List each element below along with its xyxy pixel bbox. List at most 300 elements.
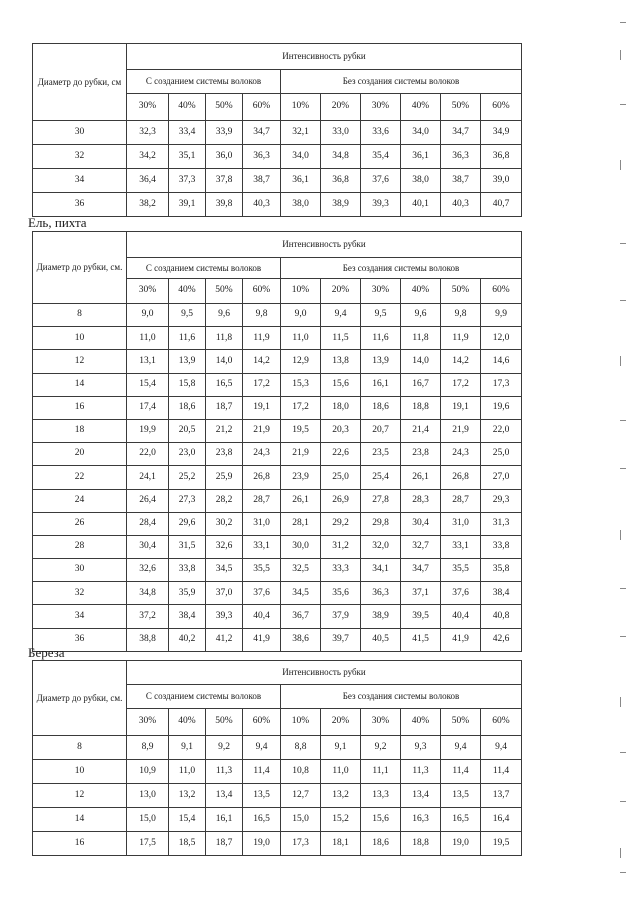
value-cell: 9,9 (481, 304, 522, 327)
value-cell: 9,8 (441, 304, 481, 327)
value-cell: 16,1 (206, 808, 243, 832)
value-cell: 9,1 (321, 736, 361, 760)
table-row (33, 628, 522, 651)
scan-artifact (620, 530, 621, 540)
value-cell: 11,3 (206, 760, 243, 784)
value-cell: 13,5 (243, 784, 281, 808)
value-cell: 36,7 (281, 605, 321, 628)
value-cell: 15,4 (169, 808, 206, 832)
value-cell: 18,7 (206, 396, 243, 419)
value-cell: 15,8 (169, 373, 206, 396)
value-cell: 39,8 (206, 193, 243, 217)
value-cell: 10,9 (127, 760, 169, 784)
value-cell: 26,8 (441, 466, 481, 489)
value-cell: 20,3 (321, 419, 361, 442)
value-cell: 27,3 (169, 489, 206, 512)
value-cell: 24,1 (127, 466, 169, 489)
value-cell: 18,6 (361, 832, 401, 856)
value-cell: 34,8 (127, 582, 169, 605)
value-cell: 11,3 (401, 760, 441, 784)
value-cell: 20,5 (169, 419, 206, 442)
diameter-cell: 10 (33, 760, 127, 784)
value-cell: 29,8 (361, 512, 401, 535)
value-cell: 25,2 (169, 466, 206, 489)
value-cell: 30,2 (206, 512, 243, 535)
value-cell: 33,9 (206, 121, 243, 145)
scan-artifact (620, 22, 626, 23)
value-cell: 37,3 (169, 169, 206, 193)
percent-header: 10% (281, 709, 321, 736)
value-cell: 34,1 (361, 559, 401, 582)
value-cell: 38,9 (321, 193, 361, 217)
value-cell: 28,7 (243, 489, 281, 512)
value-cell: 26,4 (127, 489, 169, 512)
value-cell: 35,4 (361, 145, 401, 169)
value-cell: 24,3 (441, 443, 481, 466)
value-cell: 38,0 (401, 169, 441, 193)
value-cell: 16,4 (481, 808, 522, 832)
value-cell: 28,3 (401, 489, 441, 512)
value-cell: 34,0 (401, 121, 441, 145)
value-cell: 11,9 (243, 327, 281, 350)
value-cell: 27,8 (361, 489, 401, 512)
value-cell: 36,4 (127, 169, 169, 193)
value-cell: 41,2 (206, 628, 243, 651)
value-cell: 15,0 (127, 808, 169, 832)
value-cell: 40,4 (243, 605, 281, 628)
scan-artifact (620, 356, 621, 366)
section-title: Береза (28, 645, 65, 660)
percent-header: 10% (281, 94, 321, 121)
value-cell: 34,9 (481, 121, 522, 145)
value-cell: 11,8 (401, 327, 441, 350)
value-cell: 34,7 (441, 121, 481, 145)
diameter-header: Диаметр до рубки, см. (33, 232, 127, 304)
value-cell: 19,5 (281, 419, 321, 442)
value-cell: 38,6 (281, 628, 321, 651)
value-cell: 19,9 (127, 419, 169, 442)
value-cell: 15,3 (281, 373, 321, 396)
value-cell: 9,0 (127, 304, 169, 327)
value-cell: 23,0 (169, 443, 206, 466)
value-cell: 19,5 (481, 832, 522, 856)
value-cell: 11,0 (281, 327, 321, 350)
value-cell: 23,8 (206, 443, 243, 466)
value-cell: 13,1 (127, 350, 169, 373)
value-cell: 37,2 (127, 605, 169, 628)
value-cell: 31,0 (243, 512, 281, 535)
percent-header: 50% (206, 279, 243, 304)
value-cell: 39,0 (481, 169, 522, 193)
value-cell: 36,8 (321, 169, 361, 193)
value-cell: 9,8 (243, 304, 281, 327)
diameter-cell: 20 (33, 443, 127, 466)
value-cell: 40,8 (481, 605, 522, 628)
value-cell: 12,7 (281, 784, 321, 808)
percent-header: 20% (321, 279, 361, 304)
value-cell: 42,6 (481, 628, 522, 651)
value-cell: 33,6 (361, 121, 401, 145)
diameter-cell: 32 (33, 145, 127, 169)
value-cell: 11,4 (481, 760, 522, 784)
value-cell: 38,9 (361, 605, 401, 628)
diameter-cell: 26 (33, 512, 127, 535)
value-cell: 32,0 (361, 535, 401, 558)
value-cell: 21,4 (401, 419, 441, 442)
diameter-cell: 28 (33, 535, 127, 558)
value-cell: 38,4 (169, 605, 206, 628)
value-cell: 31,2 (321, 535, 361, 558)
diameter-cell: 18 (33, 419, 127, 442)
value-cell: 40,4 (441, 605, 481, 628)
value-cell: 21,9 (243, 419, 281, 442)
percent-header: 20% (321, 94, 361, 121)
value-cell: 35,5 (243, 559, 281, 582)
diameter-cell: 36 (33, 193, 127, 217)
value-cell: 41,5 (401, 628, 441, 651)
value-cell: 39,1 (169, 193, 206, 217)
with-system-header: С созданием системы волоков (127, 258, 281, 279)
table-row (33, 466, 522, 489)
table-row (33, 736, 522, 760)
value-cell: 23,9 (281, 466, 321, 489)
value-cell: 40,7 (481, 193, 522, 217)
value-cell: 34,7 (243, 121, 281, 145)
value-cell: 38,8 (127, 628, 169, 651)
value-cell: 26,8 (243, 466, 281, 489)
scan-artifact (620, 801, 626, 802)
value-cell: 13,0 (127, 784, 169, 808)
value-cell: 12,9 (281, 350, 321, 373)
value-cell: 15,6 (321, 373, 361, 396)
value-cell: 16,5 (243, 808, 281, 832)
value-cell: 33,8 (169, 559, 206, 582)
value-cell: 16,1 (361, 373, 401, 396)
value-cell: 36,3 (243, 145, 281, 169)
value-cell: 18,0 (321, 396, 361, 419)
value-cell: 28,2 (206, 489, 243, 512)
scan-artifact (620, 588, 626, 589)
value-cell: 19,0 (441, 832, 481, 856)
value-cell: 22,0 (481, 419, 522, 442)
diameter-cell: 36 (33, 628, 127, 651)
scan-artifact (620, 636, 626, 637)
value-cell: 11,0 (127, 327, 169, 350)
value-cell: 36,1 (401, 145, 441, 169)
percent-header: 40% (401, 709, 441, 736)
value-cell: 13,5 (441, 784, 481, 808)
value-cell: 33,8 (481, 535, 522, 558)
value-cell: 14,2 (243, 350, 281, 373)
value-cell: 17,2 (441, 373, 481, 396)
table-row (33, 373, 522, 396)
diameter-cell: 30 (33, 121, 127, 145)
value-cell: 13,2 (169, 784, 206, 808)
percent-header: 60% (481, 709, 522, 736)
growth-table (32, 231, 522, 652)
percent-header: 60% (243, 709, 281, 736)
table-row (33, 605, 522, 628)
value-cell: 37,6 (441, 582, 481, 605)
table-row (33, 489, 522, 512)
percent-header: 50% (206, 709, 243, 736)
value-cell: 17,2 (281, 396, 321, 419)
table-row (33, 304, 522, 327)
value-cell: 40,3 (243, 193, 281, 217)
value-cell: 16,5 (441, 808, 481, 832)
value-cell: 37,0 (206, 582, 243, 605)
value-cell: 17,2 (243, 373, 281, 396)
value-cell: 13,9 (361, 350, 401, 373)
diameter-cell: 30 (33, 559, 127, 582)
diameter-cell: 12 (33, 784, 127, 808)
percent-header: 40% (169, 709, 206, 736)
value-cell: 38,7 (243, 169, 281, 193)
value-cell: 9,6 (206, 304, 243, 327)
value-cell: 36,1 (281, 169, 321, 193)
value-cell: 20,7 (361, 419, 401, 442)
value-cell: 25,9 (206, 466, 243, 489)
table-row (33, 760, 522, 784)
value-cell: 12,0 (481, 327, 522, 350)
value-cell: 26,1 (281, 489, 321, 512)
value-cell: 26,1 (401, 466, 441, 489)
value-cell: 26,9 (321, 489, 361, 512)
scan-artifact (620, 420, 626, 421)
value-cell: 40,5 (361, 628, 401, 651)
diameter-cell: 34 (33, 605, 127, 628)
value-cell: 30,4 (127, 535, 169, 558)
value-cell: 36,8 (481, 145, 522, 169)
diameter-cell: 22 (33, 466, 127, 489)
growth-table (32, 660, 522, 856)
value-cell: 11,4 (441, 760, 481, 784)
value-cell: 25,0 (321, 466, 361, 489)
without-system-header: Без создания системы волоков (281, 70, 522, 94)
table-row (33, 396, 522, 419)
percent-header: 50% (441, 709, 481, 736)
value-cell: 15,2 (321, 808, 361, 832)
value-cell: 9,1 (169, 736, 206, 760)
value-cell: 41,9 (243, 628, 281, 651)
value-cell: 13,7 (481, 784, 522, 808)
value-cell: 9,6 (401, 304, 441, 327)
value-cell: 9,3 (401, 736, 441, 760)
diameter-cell: 12 (33, 350, 127, 373)
table-row (33, 808, 522, 832)
diameter-cell: 16 (33, 396, 127, 419)
value-cell: 31,5 (169, 535, 206, 558)
intensity-header: Интенсивность рубки (127, 661, 522, 685)
value-cell: 22,0 (127, 443, 169, 466)
value-cell: 36,3 (441, 145, 481, 169)
value-cell: 11,9 (441, 327, 481, 350)
value-cell: 33,1 (243, 535, 281, 558)
value-cell: 10,8 (281, 760, 321, 784)
percent-header: 30% (361, 709, 401, 736)
value-cell: 28,7 (441, 489, 481, 512)
value-cell: 21,2 (206, 419, 243, 442)
value-cell: 32,6 (127, 559, 169, 582)
value-cell: 37,8 (206, 169, 243, 193)
value-cell: 34,5 (206, 559, 243, 582)
percent-header: 20% (321, 709, 361, 736)
value-cell: 19,6 (481, 396, 522, 419)
value-cell: 18,7 (206, 832, 243, 856)
value-cell: 39,3 (361, 193, 401, 217)
table-row (33, 145, 522, 169)
scan-artifact (620, 160, 621, 170)
scan-artifact (620, 243, 626, 244)
value-cell: 13,4 (401, 784, 441, 808)
percent-header: 30% (127, 94, 169, 121)
value-cell: 19,1 (243, 396, 281, 419)
value-cell: 16,7 (401, 373, 441, 396)
value-cell: 9,4 (441, 736, 481, 760)
value-cell: 32,7 (401, 535, 441, 558)
value-cell: 21,9 (281, 443, 321, 466)
percent-header: 40% (169, 94, 206, 121)
diameter-cell: 14 (33, 373, 127, 396)
value-cell: 15,4 (127, 373, 169, 396)
value-cell: 32,1 (281, 121, 321, 145)
value-cell: 39,3 (206, 605, 243, 628)
value-cell: 18,1 (321, 832, 361, 856)
value-cell: 29,6 (169, 512, 206, 535)
value-cell: 11,5 (321, 327, 361, 350)
value-cell: 34,0 (281, 145, 321, 169)
table-row (33, 169, 522, 193)
value-cell: 31,3 (481, 512, 522, 535)
value-cell: 39,5 (401, 605, 441, 628)
table-row (33, 832, 522, 856)
value-cell: 34,2 (127, 145, 169, 169)
value-cell: 25,0 (481, 443, 522, 466)
value-cell: 34,8 (321, 145, 361, 169)
percent-header: 50% (441, 94, 481, 121)
diameter-cell: 8 (33, 304, 127, 327)
percent-header: 40% (401, 94, 441, 121)
scan-artifact (620, 872, 626, 873)
value-cell: 11,0 (169, 760, 206, 784)
value-cell: 8,8 (281, 736, 321, 760)
table-row (33, 443, 522, 466)
value-cell: 41,9 (441, 628, 481, 651)
scan-artifact (620, 50, 621, 60)
value-cell: 35,9 (169, 582, 206, 605)
value-cell: 40,1 (401, 193, 441, 217)
value-cell: 13,3 (361, 784, 401, 808)
diameter-header: Диаметр до рубки, см. (33, 661, 127, 736)
value-cell: 32,5 (281, 559, 321, 582)
value-cell: 11,8 (206, 327, 243, 350)
value-cell: 34,5 (281, 582, 321, 605)
value-cell: 36,0 (206, 145, 243, 169)
table-row (33, 535, 522, 558)
value-cell: 38,2 (127, 193, 169, 217)
value-cell: 35,1 (169, 145, 206, 169)
value-cell: 13,9 (169, 350, 206, 373)
value-cell: 25,4 (361, 466, 401, 489)
diameter-cell: 34 (33, 169, 127, 193)
value-cell: 16,3 (401, 808, 441, 832)
value-cell: 14,0 (401, 350, 441, 373)
without-system-header: Без создания системы волоков (281, 685, 522, 709)
value-cell: 9,0 (281, 304, 321, 327)
value-cell: 13,4 (206, 784, 243, 808)
percent-header: 50% (441, 279, 481, 304)
intensity-header: Интенсивность рубки (127, 44, 522, 70)
value-cell: 9,4 (321, 304, 361, 327)
value-cell: 14,6 (481, 350, 522, 373)
with-system-header: С созданием системы волоков (127, 685, 281, 709)
value-cell: 37,6 (361, 169, 401, 193)
value-cell: 11,1 (361, 760, 401, 784)
growth-table (32, 43, 522, 217)
percent-header: 10% (281, 279, 321, 304)
table-row (33, 582, 522, 605)
value-cell: 14,0 (206, 350, 243, 373)
intensity-header: Интенсивность рубки (127, 232, 522, 258)
value-cell: 11,6 (361, 327, 401, 350)
percent-header: 30% (361, 279, 401, 304)
value-cell: 11,0 (321, 760, 361, 784)
table-row (33, 327, 522, 350)
table-row (33, 559, 522, 582)
value-cell: 9,5 (361, 304, 401, 327)
percent-header: 60% (243, 94, 281, 121)
value-cell: 32,6 (206, 535, 243, 558)
scan-artifact (620, 848, 621, 858)
value-cell: 38,0 (281, 193, 321, 217)
scan-artifact (620, 697, 621, 707)
value-cell: 14,2 (441, 350, 481, 373)
percent-header: 40% (169, 279, 206, 304)
value-cell: 28,4 (127, 512, 169, 535)
percent-header: 30% (127, 709, 169, 736)
value-cell: 33,1 (441, 535, 481, 558)
value-cell: 19,0 (243, 832, 281, 856)
value-cell: 29,2 (321, 512, 361, 535)
value-cell: 40,3 (441, 193, 481, 217)
with-system-header: С созданием системы волоков (127, 70, 281, 94)
value-cell: 34,7 (401, 559, 441, 582)
value-cell: 35,6 (321, 582, 361, 605)
diameter-cell: 10 (33, 327, 127, 350)
table-row (33, 193, 522, 217)
table-row (33, 512, 522, 535)
scan-artifact (620, 468, 626, 469)
percent-header: 50% (206, 94, 243, 121)
value-cell: 37,6 (243, 582, 281, 605)
value-cell: 8,9 (127, 736, 169, 760)
value-cell: 35,8 (481, 559, 522, 582)
value-cell: 13,2 (321, 784, 361, 808)
value-cell: 40,2 (169, 628, 206, 651)
value-cell: 31,0 (441, 512, 481, 535)
value-cell: 17,5 (127, 832, 169, 856)
value-cell: 33,4 (169, 121, 206, 145)
value-cell: 17,4 (127, 396, 169, 419)
value-cell: 11,4 (243, 760, 281, 784)
value-cell: 37,9 (321, 605, 361, 628)
value-cell: 17,3 (281, 832, 321, 856)
value-cell: 33,0 (321, 121, 361, 145)
section-title: Ель, пихта (28, 215, 87, 230)
percent-header: 60% (481, 94, 522, 121)
value-cell: 35,5 (441, 559, 481, 582)
value-cell: 33,3 (321, 559, 361, 582)
